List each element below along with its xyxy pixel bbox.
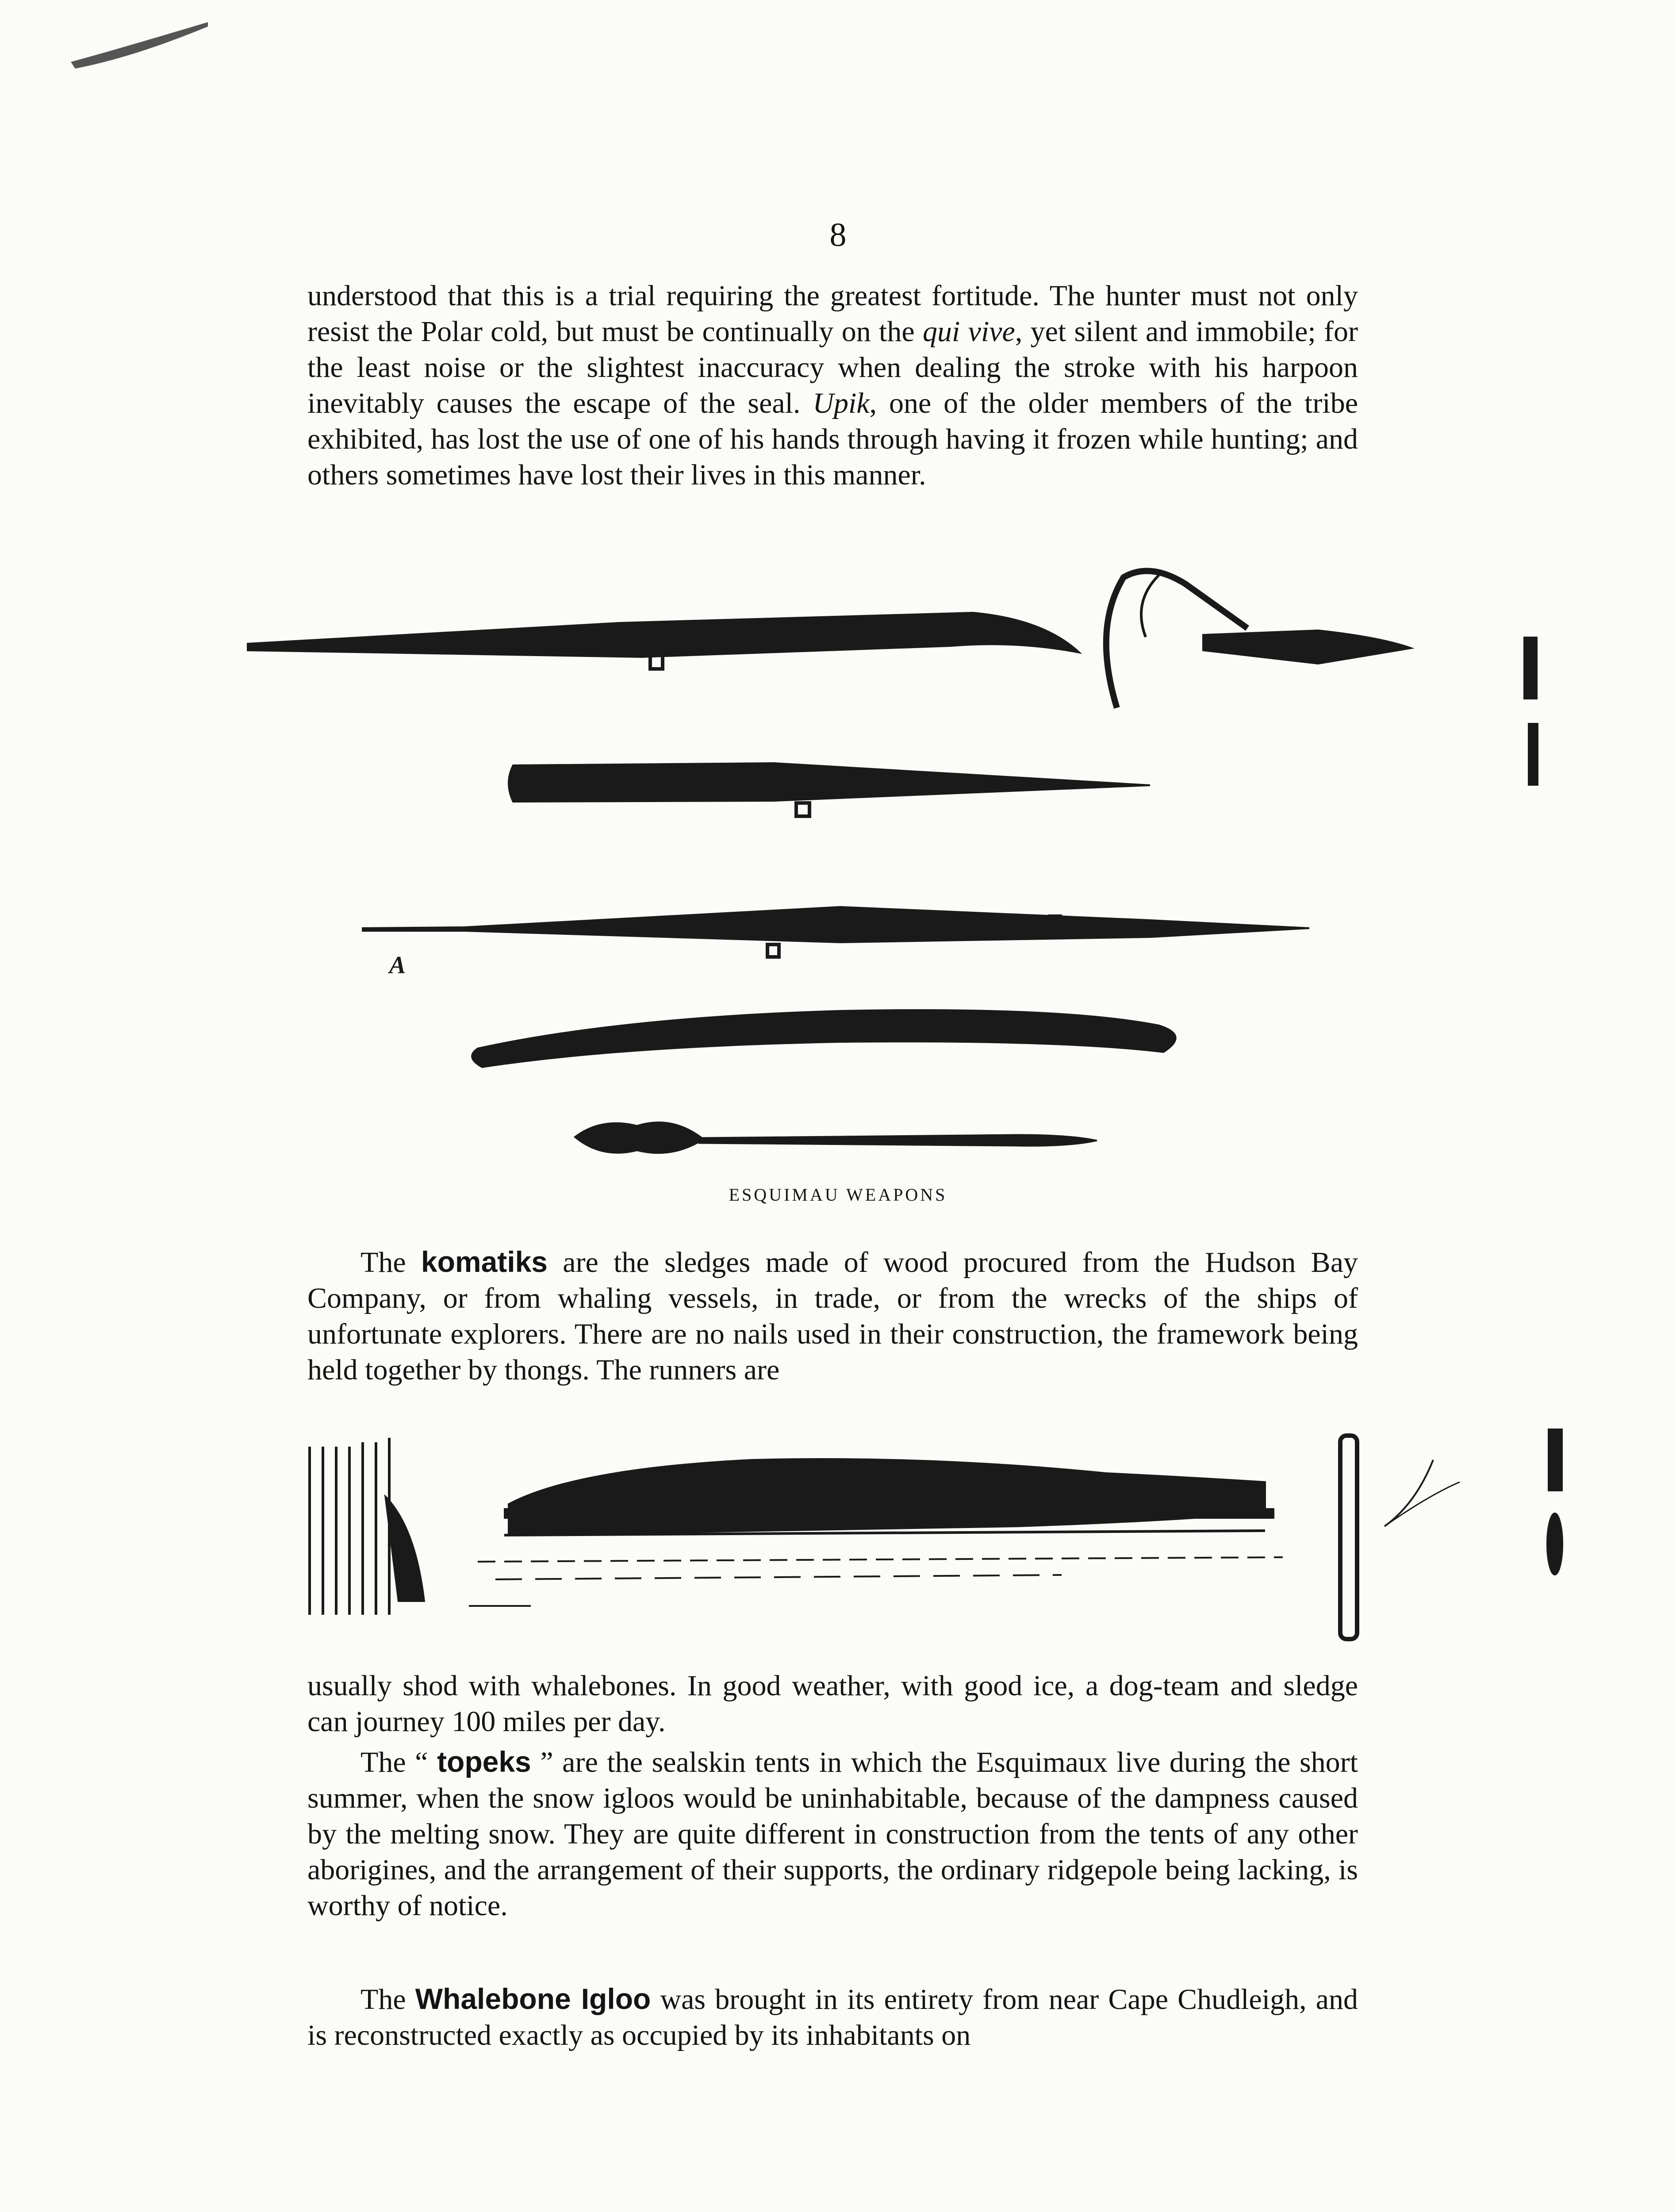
margin-fragment — [1548, 1429, 1562, 1491]
sledge-illustration — [0, 1416, 1676, 1646]
arrow-drawing — [575, 1122, 1097, 1153]
lance-drawing — [363, 907, 1309, 957]
wall-drawing — [310, 1438, 425, 1615]
paragraph-text — [307, 1981, 1358, 2053]
text-run: The “ — [361, 1746, 437, 1778]
text-run: ” are the sealskin tents in which the Esquimaux live during the short summer, when the snow igloos would be uninhabitable, because of the dampness caused by the melting snow. They are quite different in construction from the tents of any other aborigines, and the arrangement of their supports, the ordinary ridgepole being lacking, is worthy of notice. — [307, 1746, 1358, 1922]
text-run: usually shod with whalebones. In good weather, with good ice, a dog-team and sledge can journey 100 miles per day. — [307, 1670, 1358, 1738]
italic-text: qui vive — [922, 315, 1015, 348]
italic-text: Upik — [813, 387, 870, 419]
paragraph-hunting — [307, 278, 1358, 493]
sledge-drawing — [478, 1459, 1283, 1579]
spear-drawing — [509, 763, 1150, 816]
paragraph-text — [307, 1668, 1358, 1740]
paragraph-whalebones — [307, 1668, 1358, 1740]
paragraph-text — [307, 1244, 1358, 1388]
text-run: , one of the older members of the tribe exhibited, has lost the use of one of his hands through having it frozen while hunting; and others sometimes have lost their lives in this manner. — [307, 387, 1358, 491]
figure-label-a: A — [389, 952, 406, 979]
margin-fragment — [1528, 723, 1538, 785]
term-highlight: topeks — [437, 1745, 531, 1778]
text-run: was brought in its entirety from near Cape Chudleigh, and is reconstructed exactly as occupied by its inhabitants on — [307, 1983, 1358, 2051]
margin-fragment — [1547, 1513, 1563, 1575]
scan-smudge — [66, 18, 217, 71]
paragraph-komatiks — [307, 1244, 1358, 1388]
page-number: 8 — [829, 216, 847, 253]
text-run: The — [361, 1983, 415, 2016]
term-highlight: komatiks — [421, 1245, 548, 1278]
harpoon-head-drawing — [1106, 571, 1411, 708]
figure-caption: ESQUIMAU WEAPONS — [729, 1185, 947, 1205]
bow-drawing — [472, 1010, 1176, 1067]
harpoon-shaft-drawing — [248, 613, 1079, 669]
paragraph-text — [307, 278, 1358, 493]
text-run: are the sledges made of wood procured from the Hudson Bay Company, or from whaling vessels, in trade, or from the wrecks of the ships of unfortunate explorers. There are no nails used in their construction, the framework being held together by thongs. The runners are — [307, 1246, 1358, 1386]
text-run: understood that this is a trial requiring the greatest fortitude. The hunter must not only resist the Polar cold, but must be continually on the — [307, 280, 1358, 348]
paragraph-topeks — [307, 1744, 1358, 1924]
paragraph-whalebone-igloo — [307, 1981, 1358, 2053]
text-run: The — [361, 1246, 421, 1279]
upright-drawing — [1340, 1436, 1357, 1639]
paragraph-text — [307, 1744, 1358, 1924]
weapons-illustration — [0, 553, 1676, 1164]
term-highlight: Whalebone Igloo — [415, 1982, 651, 2015]
text-run: , yet silent and immobile; for the least noise or the slightest inaccuracy when dealing the stroke with his harpoon inevitably causes the escape of the seal. — [307, 315, 1358, 419]
margin-fragment — [1524, 637, 1537, 699]
